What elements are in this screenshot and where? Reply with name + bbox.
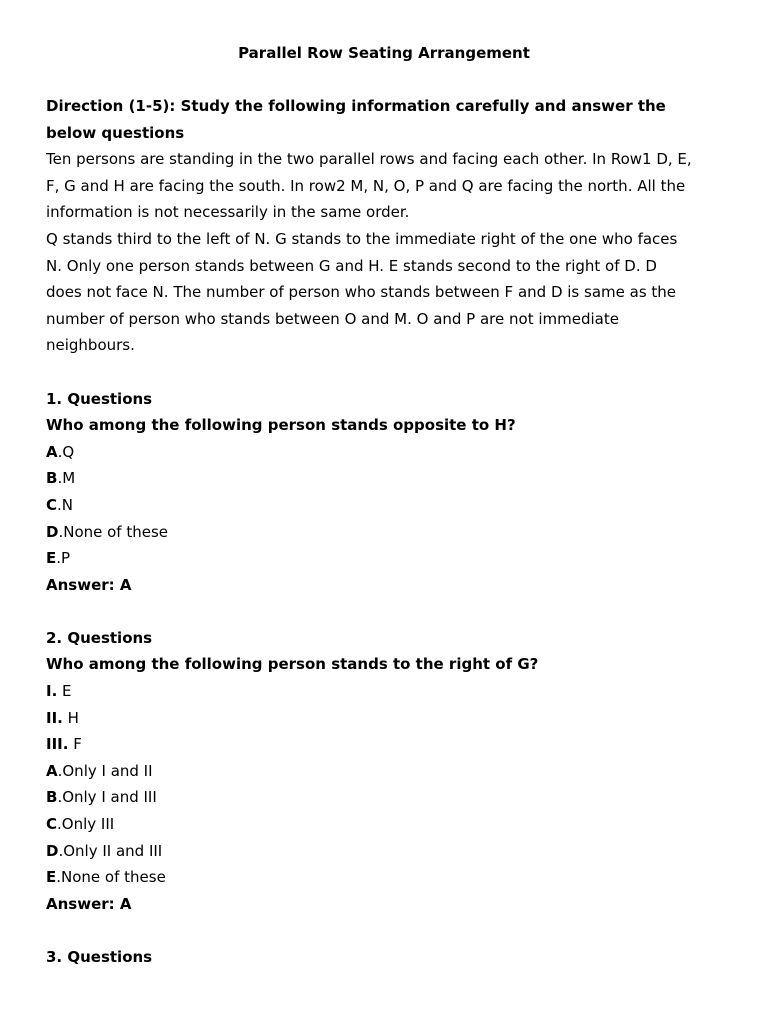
statement [46, 678, 736, 705]
direction-text-line: number of person who stands between O and M. O and P are not immediate [46, 309, 619, 328]
answer-option [46, 519, 736, 546]
option-letter: E [46, 549, 57, 568]
option-letter: C [46, 495, 58, 514]
question-text: Who among the following person stands to the right of G? [46, 655, 539, 674]
direction-heading: Direction (1-5): Study the following information carefully and answer the [46, 97, 666, 115]
statement-text: H [62, 708, 79, 727]
answer-option [46, 545, 736, 572]
direction-text-line: Ten persons are standing in the two parallel rows and facing each other. In Row1 D, E, [46, 150, 692, 169]
spacer [46, 917, 736, 944]
answer-option [46, 838, 736, 865]
question-number: 2. Questions [46, 628, 153, 647]
option-text: .Only I and II [57, 761, 153, 780]
option-letter: A [46, 442, 58, 461]
option-text: .P [56, 549, 71, 568]
answer-option [46, 864, 736, 891]
option-text: .Only II and III [58, 841, 163, 860]
direction-text-line: neighbours. [46, 336, 135, 355]
spacer [46, 359, 736, 386]
spacer [46, 598, 736, 625]
option-text: .Only III [57, 815, 115, 834]
option-text: .N [57, 495, 74, 514]
answer-option [46, 784, 736, 811]
direction-block [46, 93, 736, 359]
question-number: 3. Questions [46, 948, 153, 966]
question-text: Who among the following person stands opposite to H? [46, 416, 516, 435]
answer-option [46, 758, 736, 785]
option-letter: E [46, 868, 57, 887]
option-text: .Only I and III [57, 788, 157, 807]
answer-key: Answer: A [46, 894, 132, 913]
page-title: Parallel Row Seating Arrangement [238, 44, 530, 62]
question-2-block [46, 625, 736, 918]
answer-option [46, 439, 736, 466]
direction-text-line: information is not necessarily in the same order. [46, 203, 410, 222]
answer-option [46, 465, 736, 492]
option-letter: B [46, 788, 58, 807]
statement-numeral: II. [46, 708, 63, 727]
option-text: .M [57, 469, 76, 488]
option-letter: D [46, 841, 59, 860]
option-text: .Q [57, 442, 75, 461]
option-text: .None of these [58, 522, 169, 541]
direction-text-line: does not face N. The number of person who stands between F and D is same as the [46, 283, 677, 302]
option-letter: A [46, 761, 58, 780]
answer-key: Answer: A [46, 575, 132, 594]
option-letter: B [46, 469, 58, 488]
statement-numeral: I. [46, 682, 58, 701]
document-body [46, 93, 736, 971]
direction-heading-continued: below questions [46, 123, 185, 142]
statement [46, 705, 736, 732]
question-1-block [46, 386, 736, 599]
statement-text: E [57, 682, 72, 701]
question-3-block [46, 944, 736, 971]
direction-text-line: Q stands third to the left of N. G stands to the immediate right of the one who faces [46, 229, 678, 248]
question-number: 1. Questions [46, 389, 153, 408]
direction-text-line: F, G and H are facing the south. In row2 M, N, O, P and Q are facing the north. All the [46, 176, 686, 195]
option-letter: D [46, 522, 59, 541]
statement [46, 731, 736, 758]
answer-option [46, 492, 736, 519]
direction-text-line: N. Only one person stands between G and H. E stands second to the right of D. D [46, 256, 657, 275]
statement-numeral: III. [46, 735, 69, 754]
option-letter: C [46, 815, 58, 834]
option-text: .None of these [56, 868, 166, 887]
answer-option [46, 811, 736, 838]
statement-text: F [68, 735, 82, 754]
